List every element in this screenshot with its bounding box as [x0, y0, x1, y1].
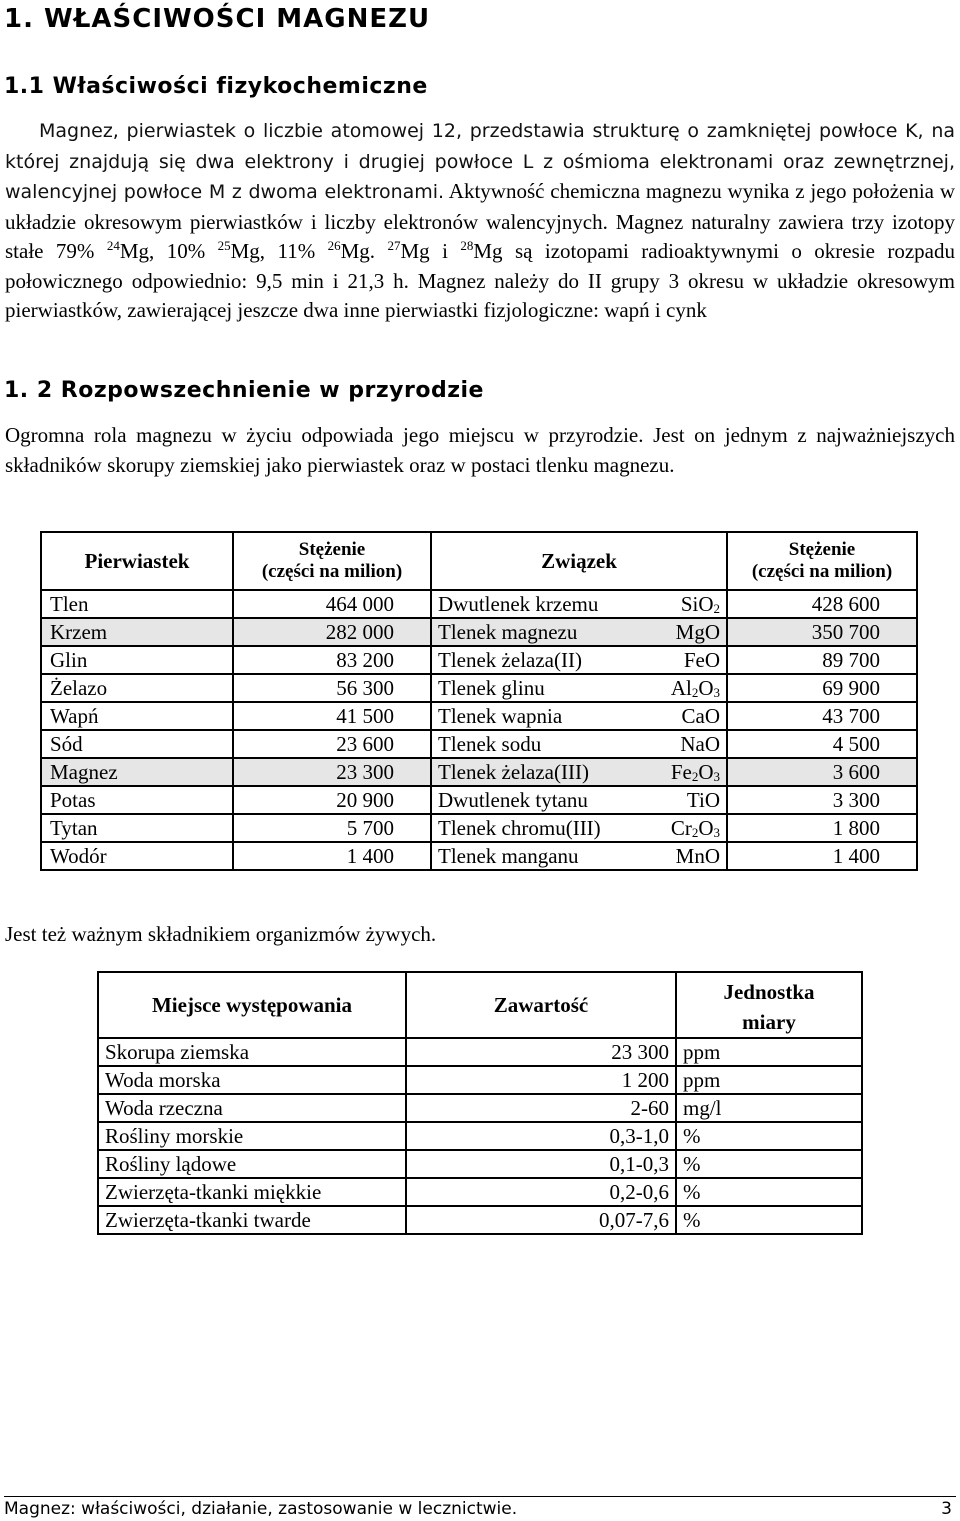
compound-cell: Tlenek magnezu [431, 618, 653, 646]
formula-cell [653, 814, 727, 842]
header-place: Miejsce występowania [98, 972, 406, 1038]
header-unit-bottom: miary [742, 1010, 796, 1034]
concentration-cell: 56 300 [233, 674, 431, 702]
element-cell: Tytan [41, 814, 233, 842]
paragraph-part: Magnez należy do II grupy 3 okresu w układzie okresowym pierwiastków, zawierającej jeszcze dwa inne pierwiastki fizjologiczne: wapń i cynk [5, 268, 955, 322]
concentration-cell: 464 000 [233, 590, 431, 618]
paragraph-part: Mg, 11% [230, 239, 328, 263]
header-concentration-top: Stężenie [298, 539, 366, 560]
unit-cell: ppm [676, 1066, 862, 1094]
place-cell: Zwierzęta-tkanki twarde [98, 1206, 406, 1234]
element-cell: Potas [41, 786, 233, 814]
unit-cell: % [676, 1178, 862, 1206]
formula-cell [653, 758, 727, 786]
formula-part: Al [670, 676, 692, 700]
table-row [98, 1150, 862, 1178]
content-cell: 0,07-7,6 [406, 1206, 676, 1234]
formula-part: O [698, 760, 714, 784]
elements-table [40, 531, 918, 871]
concentration-cell: 41 500 [233, 702, 431, 730]
place-cell: Zwierzęta-tkanki miękkie [98, 1178, 406, 1206]
element-cell: Wapń [41, 702, 233, 730]
chapter-title: 1. WŁAŚCIWOŚCI MAGNEZU [4, 4, 431, 34]
concentration-cell: 282 000 [233, 618, 431, 646]
formula-part: SiO [680, 592, 714, 616]
unit-cell: % [676, 1122, 862, 1150]
isotope-mass: 25 [217, 238, 231, 253]
table-row [98, 1178, 862, 1206]
table-header-row [98, 972, 862, 1038]
formula-subscript: 2 [713, 601, 720, 616]
oxide-concentration-cell: 1 800 [727, 814, 917, 842]
formula-part: O [698, 676, 714, 700]
formula-cell [653, 702, 727, 730]
compound-cell: Tlenek manganu [431, 842, 653, 870]
formula-part: MnO [675, 844, 720, 868]
page-number: 3 [941, 1499, 952, 1519]
header-concentration-2-top: Stężenie [788, 539, 856, 560]
compound-cell: Tlenek chromu(III) [431, 814, 653, 842]
place-cell: Rośliny lądowe [98, 1150, 406, 1178]
table-row [98, 1094, 862, 1122]
content-cell: 0,3-1,0 [406, 1122, 676, 1150]
place-cell: Woda rzeczna [98, 1094, 406, 1122]
header-content: Zawartość [406, 972, 676, 1038]
content-cell: 0,1-0,3 [406, 1150, 676, 1178]
element-cell: Wodór [41, 842, 233, 870]
distribution-paragraph: Ogromna rola magnezu w życiu odpowiada jego miejscu w przyrodzie. Jest on jednym z najważniejszych składników skorupy ziemskiej jako pierwiastek oraz w postaci tlenku magnezu. [5, 423, 955, 477]
occurrence-table [97, 971, 863, 1235]
isotope-mass: 28 [460, 238, 474, 253]
paragraph-part: Mg są izotopami radioaktywnymi o okresie rozpadu połowicznego odpowiednio: 9,5 min i 21,3 h. [5, 239, 955, 293]
place-cell: Woda morska [98, 1066, 406, 1094]
formula-cell [653, 646, 727, 674]
unit-cell: ppm [676, 1038, 862, 1066]
formula-cell [653, 786, 727, 814]
place-cell: Skorupa ziemska [98, 1038, 406, 1066]
formula-part: NaO [680, 732, 720, 756]
oxide-concentration-cell: 3 600 [727, 758, 917, 786]
table-row [98, 1066, 862, 1094]
formula-part: FeO [683, 648, 720, 672]
table-row [41, 618, 917, 646]
compound-cell: Dwutlenek tytanu [431, 786, 653, 814]
header-compound: Związek [431, 532, 727, 590]
footer-title: Magnez: właściwości, działanie, zastosowanie w lecznictwie. [4, 1499, 518, 1519]
table-row [41, 730, 917, 758]
formula-part: TiO [686, 788, 720, 812]
formula-cell [653, 730, 727, 758]
concentration-cell: 20 900 [233, 786, 431, 814]
formula-cell [653, 590, 727, 618]
table-row [98, 1038, 862, 1066]
unit-cell: mg/l [676, 1094, 862, 1122]
table-row [41, 786, 917, 814]
organisms-paragraph: Jest też ważnym składnikiem organizmów żywych. [5, 922, 437, 946]
oxide-concentration-cell: 89 700 [727, 646, 917, 674]
formula-cell [653, 842, 727, 870]
physicochemical-paragraph [5, 116, 955, 326]
table-row [41, 674, 917, 702]
formula-part: Cr [670, 816, 692, 840]
header-concentration-2 [727, 532, 917, 590]
table-row [41, 758, 917, 786]
table-row [41, 646, 917, 674]
footer-divider [4, 1496, 956, 1497]
paragraph-part: Mg, 10% [119, 239, 218, 263]
formula-part: Fe [670, 760, 692, 784]
header-unit-top: Jednostka [723, 980, 815, 1004]
content-cell: 23 300 [406, 1038, 676, 1066]
table-row [41, 702, 917, 730]
compound-cell: Tlenek wapnia [431, 702, 653, 730]
oxide-concentration-cell: 428 600 [727, 590, 917, 618]
paragraph-part: Mg. [340, 239, 388, 263]
isotope-mass: 26 [327, 238, 341, 253]
concentration-cell: 83 200 [233, 646, 431, 674]
oxide-concentration-cell: 69 900 [727, 674, 917, 702]
element-cell: Magnez [41, 758, 233, 786]
paragraph-part: Mg i [400, 239, 461, 263]
formula-part: MgO [675, 620, 720, 644]
formula-cell [653, 674, 727, 702]
compound-cell: Tlenek sodu [431, 730, 653, 758]
section-title-1-2: 1. 2 Rozpowszechnienie w przyrodzie [4, 378, 484, 403]
table-row [41, 842, 917, 870]
oxide-concentration-cell: 1 400 [727, 842, 917, 870]
formula-subscript: 3 [713, 769, 720, 784]
header-concentration [233, 532, 431, 590]
compound-cell: Dwutlenek krzemu [431, 590, 653, 618]
element-cell: Żelazo [41, 674, 233, 702]
isotope-mass: 24 [106, 238, 120, 253]
formula-subscript: 2 [691, 825, 699, 840]
header-element: Pierwiastek [41, 532, 233, 590]
element-cell: Sód [41, 730, 233, 758]
table-row [41, 590, 917, 618]
oxide-concentration-cell: 43 700 [727, 702, 917, 730]
formula-cell [653, 618, 727, 646]
element-cell: Krzem [41, 618, 233, 646]
formula-part: O [698, 816, 714, 840]
table-row [98, 1206, 862, 1234]
oxide-concentration-cell: 3 300 [727, 786, 917, 814]
table-row [41, 814, 917, 842]
header-concentration-bottom: (części na milion) [261, 561, 403, 582]
paragraph-sans-part: Magnez, pierwiastek o liczbie atomowej 12, przedstawia strukturę o zamkniętej powłoce K, na której znajdują się dwa elektrony i drugiej powłoce L z ośmioma elektronami oraz zewnętrznej, walencyjnej powłoce M z dwoma elektronami. [5, 120, 955, 203]
formula-part: CaO [681, 704, 720, 728]
formula-subscript: 2 [691, 769, 699, 784]
formula-subscript: 3 [713, 685, 720, 700]
element-cell: Glin [41, 646, 233, 674]
concentration-cell: 23 300 [233, 758, 431, 786]
concentration-cell: 5 700 [233, 814, 431, 842]
paragraph-part: Aktywność chemiczna magnezu wynika z jego położenia w układzie okresowym pierwiastków i liczby elektronów walencyjnych. Magnez naturalny zawiera trzy izotopy stałe 79% [5, 179, 956, 263]
oxide-concentration-cell: 350 700 [727, 618, 917, 646]
compound-cell: Tlenek żelaza(II) [431, 646, 653, 674]
compound-cell: Tlenek żelaza(III) [431, 758, 653, 786]
formula-subscript: 2 [691, 685, 699, 700]
content-cell: 2-60 [406, 1094, 676, 1122]
compound-cell: Tlenek glinu [431, 674, 653, 702]
header-unit [676, 972, 862, 1038]
unit-cell: % [676, 1206, 862, 1234]
element-cell: Tlen [41, 590, 233, 618]
isotope-mass: 27 [387, 238, 401, 253]
place-cell: Rośliny morskie [98, 1122, 406, 1150]
unit-cell: % [676, 1150, 862, 1178]
concentration-cell: 23 600 [233, 730, 431, 758]
table-header-row [41, 532, 917, 590]
content-cell: 0,2-0,6 [406, 1178, 676, 1206]
section-title-1-1: 1.1 Właściwości fizykochemiczne [4, 74, 428, 99]
formula-subscript: 3 [713, 825, 720, 840]
concentration-cell: 1 400 [233, 842, 431, 870]
content-cell: 1 200 [406, 1066, 676, 1094]
header-concentration-2-bottom: (części na milion) [751, 561, 893, 582]
oxide-concentration-cell: 4 500 [727, 730, 917, 758]
table-row [98, 1122, 862, 1150]
